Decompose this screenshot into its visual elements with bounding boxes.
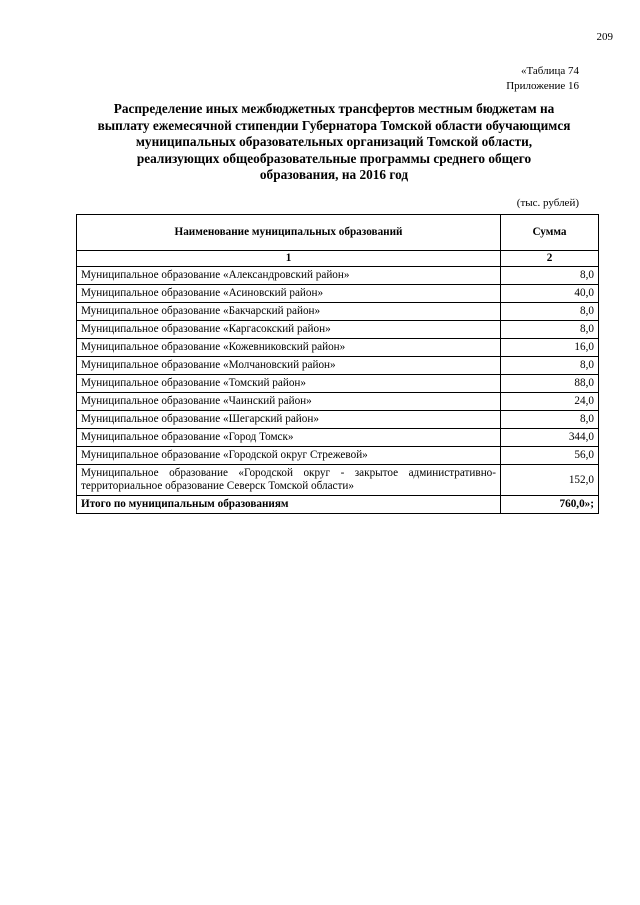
row-sum: 152,0 [501, 465, 599, 496]
table-row [77, 429, 599, 447]
row-sum: 24,0 [501, 393, 599, 411]
table-row [77, 303, 599, 321]
row-name: Муниципальное образование «Бакчарский район» [77, 303, 501, 321]
col-number-1: 1 [77, 251, 501, 267]
total-row [77, 496, 599, 514]
row-sum: 88,0 [501, 375, 599, 393]
title-line: реализующих общеобразовательные программы среднего общего [136, 150, 532, 166]
table-row [77, 267, 599, 285]
column-number-row [77, 251, 599, 267]
total-sum: 760,0»; [501, 496, 599, 514]
row-sum: 344,0 [501, 429, 599, 447]
table-ref-label: «Таблица 74 [520, 65, 579, 77]
table-header-row [77, 215, 599, 251]
row-sum: 8,0 [501, 321, 599, 339]
row-name: Муниципальное образование «Асиновский район» [77, 285, 501, 303]
title-line: образования, на 2016 год [259, 167, 409, 183]
row-sum: 56,0 [501, 447, 599, 465]
table-row [77, 321, 599, 339]
table-row [77, 357, 599, 375]
row-name: Муниципальное образование «Каргасокский район» [77, 321, 501, 339]
row-sum: 8,0 [501, 267, 599, 285]
row-sum: 40,0 [501, 285, 599, 303]
appendix-label: Приложение 16 [506, 80, 579, 92]
table-row [77, 465, 599, 496]
total-label: Итого по муниципальным образованиям [77, 496, 501, 514]
row-name: Муниципальное образование «Томский район» [77, 375, 501, 393]
title-line: Распределение иных межбюджетных трансфертов местным бюджетам на [113, 101, 555, 116]
col-header-name: Наименование муниципальных образований [77, 215, 501, 251]
units-label: (тыс. рублей) [516, 197, 579, 209]
col-header-sum: Сумма [501, 215, 599, 251]
row-name: Муниципальное образование «Городской округ - закрытое административно-территориальное образование Северск Томской области» [77, 465, 501, 496]
title-line: выплату ежемесячной стипендии Губернатора Томской области обучающимся [97, 117, 571, 133]
table-row [77, 339, 599, 357]
row-name: Муниципальное образование «Александровский район» [77, 267, 501, 285]
title-line: муниципальных образовательных организаций Томской области, [135, 134, 533, 150]
row-name: Муниципальное образование «Молчановский район» [77, 357, 501, 375]
transfers-table [76, 214, 599, 514]
row-sum: 8,0 [501, 411, 599, 429]
row-name: Муниципальное образование «Город Томск» [77, 429, 501, 447]
table-row [77, 285, 599, 303]
row-sum: 8,0 [501, 303, 599, 321]
row-name: Муниципальное образование «Чаинский район» [77, 393, 501, 411]
page-number: 209 [596, 31, 613, 43]
document-title [70, 101, 598, 184]
row-name: Муниципальное образование «Шегарский район» [77, 411, 501, 429]
row-name: Муниципальное образование «Городской округ Стрежевой» [77, 447, 501, 465]
table-row [77, 375, 599, 393]
table-row [77, 447, 599, 465]
row-sum: 16,0 [501, 339, 599, 357]
table-row [77, 411, 599, 429]
row-name: Муниципальное образование «Кожевниковский район» [77, 339, 501, 357]
table-reference [506, 64, 579, 94]
table-row [77, 393, 599, 411]
row-sum: 8,0 [501, 357, 599, 375]
col-number-2: 2 [501, 251, 599, 267]
